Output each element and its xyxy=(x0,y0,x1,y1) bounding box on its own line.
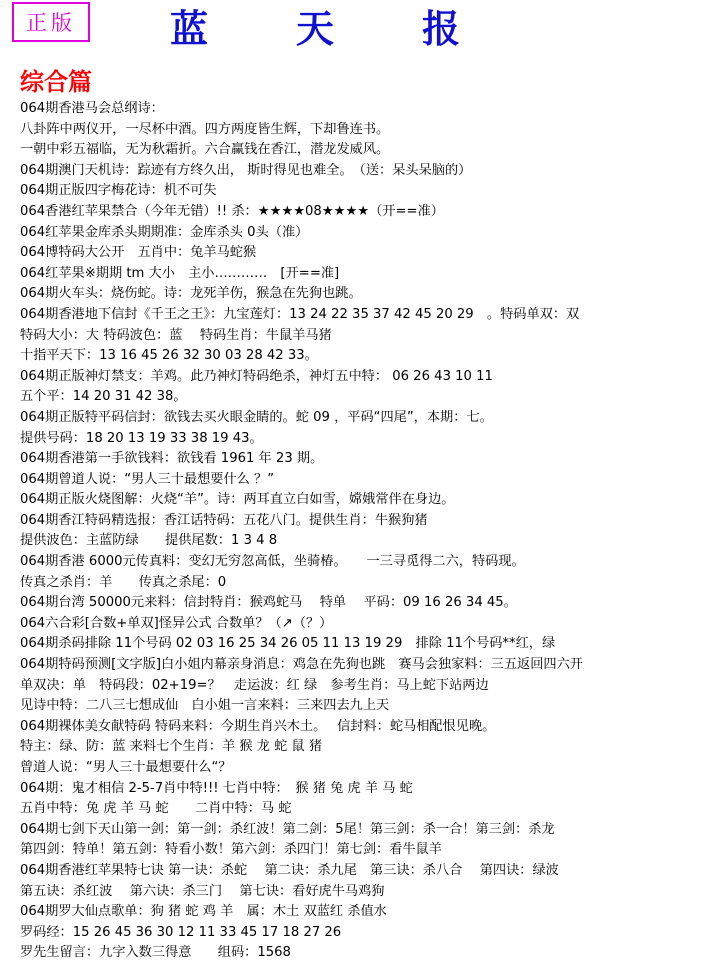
text-line: 第五诀：杀红波 第六诀：杀三门 第七诀：看好虎牛马鸡狗 xyxy=(20,883,385,899)
text-line: 064期正版神灯禁支：羊鸡。此乃神灯特码绝杀，神灯五中特： 06 26 43 10 11 xyxy=(20,368,493,384)
text-line: 064六合彩[合数+单双]怪异公式 合数单？（↗（？） xyxy=(20,615,333,631)
text-line: 064期香江特码精选报：香江话特码：五花八门。提供生肖：牛猴狗猪 xyxy=(20,512,428,528)
section-title: 综合篇 xyxy=(20,67,92,96)
text-line: 064期香港红苹果特七诀 第一诀：杀蛇 第二诀：杀九尾 第三诀：杀八合 第四诀：绿波 xyxy=(20,862,559,878)
text-line: 提供波色：主蓝防绿 提供尾数：1 3 4 8 xyxy=(20,533,278,549)
text-line: 八卦阵中两仪开，一尽杯中酒。四方两度皆生辉，下却鲁连书。 xyxy=(20,121,390,137)
text-line: 064期香港第一手欲钱料：欲钱看 1961 年 23 期。 xyxy=(20,451,324,467)
text-line: 064期正版四字梅花诗：机不可失 xyxy=(20,183,217,199)
text-line: 064期台湾 50000元来料：信封特肖：猴鸡蛇马 特单 平码：09 16 26 34 45。 xyxy=(20,595,517,611)
text-line: 十指平天下：13 16 45 26 32 30 03 28 42 33。 xyxy=(20,348,318,364)
text-line: 一朝中彩五福临，无为秋霜折。六合赢钱在香江，潜龙发威风。 xyxy=(20,142,390,158)
text-line: 064期裸体美女献特码 特码来料：今期生肖兴木土。 信封料：蛇马相配恨见晚。 xyxy=(20,718,496,734)
text-line: 064期杀码排除 11个号码 02 03 16 25 34 26 05 11 13 19 29 排除 11个号码**红，绿 xyxy=(20,636,556,652)
text-line: 064期正版火烧图解：火烧“羊”。诗：两耳直立白如雪，嫦娥常伴在身边。 xyxy=(20,492,455,508)
text-line: 064红苹果金库杀头期期准：金库杀头 0头（准） xyxy=(20,224,309,240)
text-line: 五肖中特：兔 虎 羊 马 蛇 二肖中特：马 蛇 xyxy=(20,801,292,817)
genuine-badge: 正版 xyxy=(12,2,90,42)
text-line: 064期七剑下天山第一剑：第一剑：杀红波！第二剑：5尾！第三剑：杀一合！第三剑：杀龙 xyxy=(20,821,555,837)
text-line: 064期：鬼才相信 2-5-7肖中特!!! 七肖中特： 猴 猪 兔 虎 羊 马 蛇 xyxy=(20,780,413,796)
text-line: 064香港红苹果禁合（今年无错）!! 杀：★★★★08★★★★（开==准） xyxy=(20,203,444,219)
text-line: 064期正版特平码信封：欲钱去买火眼金睛的。蛇 09 ，平码“四尾”，本期：七。 xyxy=(20,409,493,425)
text-line: 特主：绿、防：蓝 来料七个生肖：羊 猴 龙 蛇 鼠 猪 xyxy=(20,739,323,755)
text-line: 五个平：14 20 31 42 38。 xyxy=(20,389,187,405)
text-line: 064期香港 6000元传真料：变幻无穷忽高低，坐骑椿。 一三寻觅得二六，特码现。 xyxy=(20,554,525,570)
text-line: 第四剑：特单！第五剑：特看小数！第六剑：杀四门！第七剑：看牛鼠羊 xyxy=(20,842,442,858)
text-line: 064期曾道人说：“男人三十最想要什么 ？” xyxy=(20,471,275,487)
title-char-1: 蓝 xyxy=(170,5,209,51)
text-line: 曾道人说：“男人三十最想要什么“？ xyxy=(20,760,232,775)
text-line: 064红苹果※期期 tm 大小 主小………… [开==准] xyxy=(20,265,340,281)
title-char-3: 报 xyxy=(421,5,460,51)
text-line: 064期香港地下信封《千王之王》：九宝莲灯：13 24 22 35 37 42 45 20 29 。特码单双：双 xyxy=(20,306,580,322)
text-line: 单双决：单 特码段：02+19=？ 走运波：红 绿 参考生肖：马上蛇下站两边 xyxy=(20,677,489,693)
text-line: 罗码经：15 26 45 36 30 12 11 33 45 17 18 27 26 xyxy=(20,924,342,940)
text-line: 见诗中特：二八三七想成仙 白小姐一言来料：三来四去九上天 xyxy=(20,698,390,714)
text-line: 提供号码：18 20 13 19 33 38 19 43。 xyxy=(20,430,263,446)
text-line: 064博特码大公开 五肖中：兔羊马蛇猴 xyxy=(20,245,257,261)
text-line: 064期火车头：烧伤蛇。诗：龙死羊伤，猴急在先狗也跳。 xyxy=(20,286,362,302)
text-line: 064期香港马会总纲诗： xyxy=(20,101,164,116)
page-title xyxy=(170,2,460,51)
text-line: 罗先生留言：九字入数三得意 组码：1568 xyxy=(20,945,291,961)
text-line: 传真之杀肖：羊 传真之杀尾：0 xyxy=(20,574,227,590)
content-list xyxy=(20,99,696,964)
text-line: 064期特码预测[文字版]白小姐内幕亲身消息：鸡急在先狗也跳 赛马会独家料：三五返回四六开 xyxy=(20,657,583,673)
title-char-2: 天 xyxy=(295,5,334,51)
text-line: 064期澳门天机诗：踪迹有方终久出， 斯时得见也难全。 （送：呆头呆脑的） xyxy=(20,162,472,178)
text-line: 特码大小：大 特码波色：蓝 特码生肖：牛鼠羊马猪 xyxy=(20,327,332,343)
text-line: 064期罗大仙点歌单：狗 猪 蛇 鸡 羊 属：木土 双蓝红 杀值水 xyxy=(20,904,387,920)
